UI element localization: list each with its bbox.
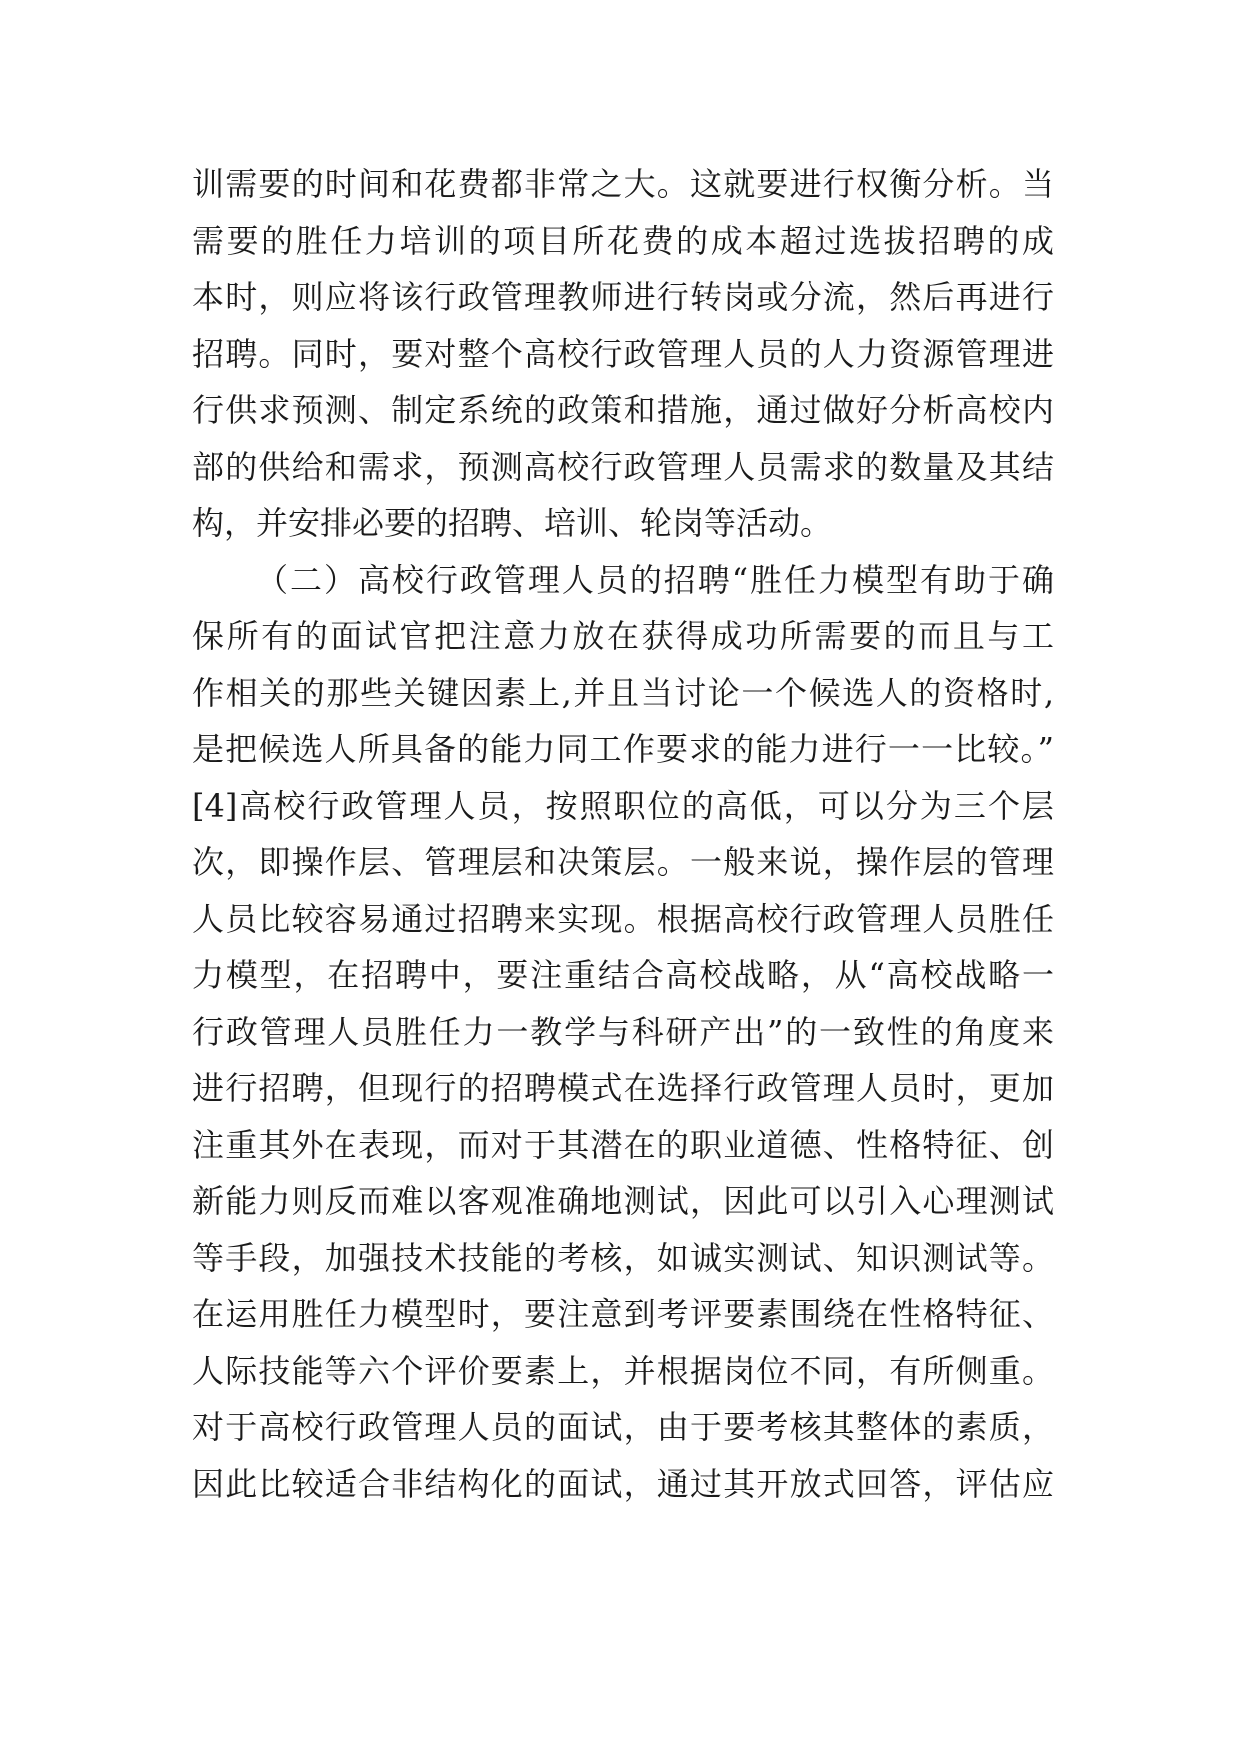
text-line: 在运用胜任力模型时，要注意到考评要素围绕在性格特征、 (192, 1295, 1054, 1333)
section-heading-line: （二）高校行政管理人员的招聘“胜任力模型有助于确 (256, 560, 1054, 599)
body-text (192, 156, 1054, 1512)
text-line: 招聘。同时，要对整个高校行政管理人员的人力资源管理进 (192, 334, 1054, 373)
text-line: 需要的胜任力培训的项目所花费的成本超过选拔招聘的成 (192, 221, 1054, 260)
text-line: 新能力则反而难以客观准确地测试，因此可以引入心理测试 (192, 1182, 1054, 1220)
text-line: 因此比较适合非结构化的面试，通过其开放式回答，评估应 (192, 1464, 1054, 1503)
text-line: [4]高校行政管理人员，按照职位的高低，可以分为三个层 (192, 786, 1054, 825)
text-line: 对于高校行政管理人员的面试，由于要考核其整体的素质， (192, 1408, 1054, 1446)
text-line: 保所有的面试官把注意力放在获得成功所需要的而且与工 (192, 617, 1054, 655)
text-line: 是把候选人所具备的能力同工作要求的能力进行一一比较。” (192, 730, 1054, 768)
text-line: 人员比较容易通过招聘来实现。根据高校行政管理人员胜任 (192, 899, 1054, 938)
text-line: 等手段，加强技术技能的考核，如诚实测试、知识测试等。 (192, 1238, 1054, 1277)
text-line: 注重其外在表现，而对于其潜在的职业道德、性格特征、创 (192, 1125, 1054, 1164)
text-line: 进行招聘，但现行的招聘模式在选择行政管理人员时，更加 (192, 1069, 1054, 1107)
text-line: 作相关的那些关键因素上,并且当讨论一个候选人的资格时, (192, 673, 1054, 712)
text-line: 部的供给和需求，预测高校行政管理人员需求的数量及其结 (192, 447, 1054, 486)
text-line: 力模型，在招聘中，要注重结合高校战略，从“高校战略一 (192, 956, 1054, 994)
text-line: 本时，则应将该行政管理教师进行转岗或分流，然后再进行 (192, 278, 1054, 316)
text-line: 训需要的时间和花费都非常之大。这就要进行权衡分析。当 (192, 165, 1054, 203)
text-line: 次，即操作层、管理层和决策层。一般来说，操作层的管理 (192, 843, 1054, 881)
text-line: 构，并安排必要的招聘、培训、轮岗等活动。 (192, 504, 833, 542)
text-line: 行政管理人员胜任力一教学与科研产出”的一致性的角度来 (192, 1012, 1054, 1051)
text-line: 人际技能等六个评价要素上，并根据岗位不同，有所侧重。 (192, 1351, 1054, 1390)
text-line: 行供求预测、制定系统的政策和措施，通过做好分析高校内 (192, 391, 1054, 429)
